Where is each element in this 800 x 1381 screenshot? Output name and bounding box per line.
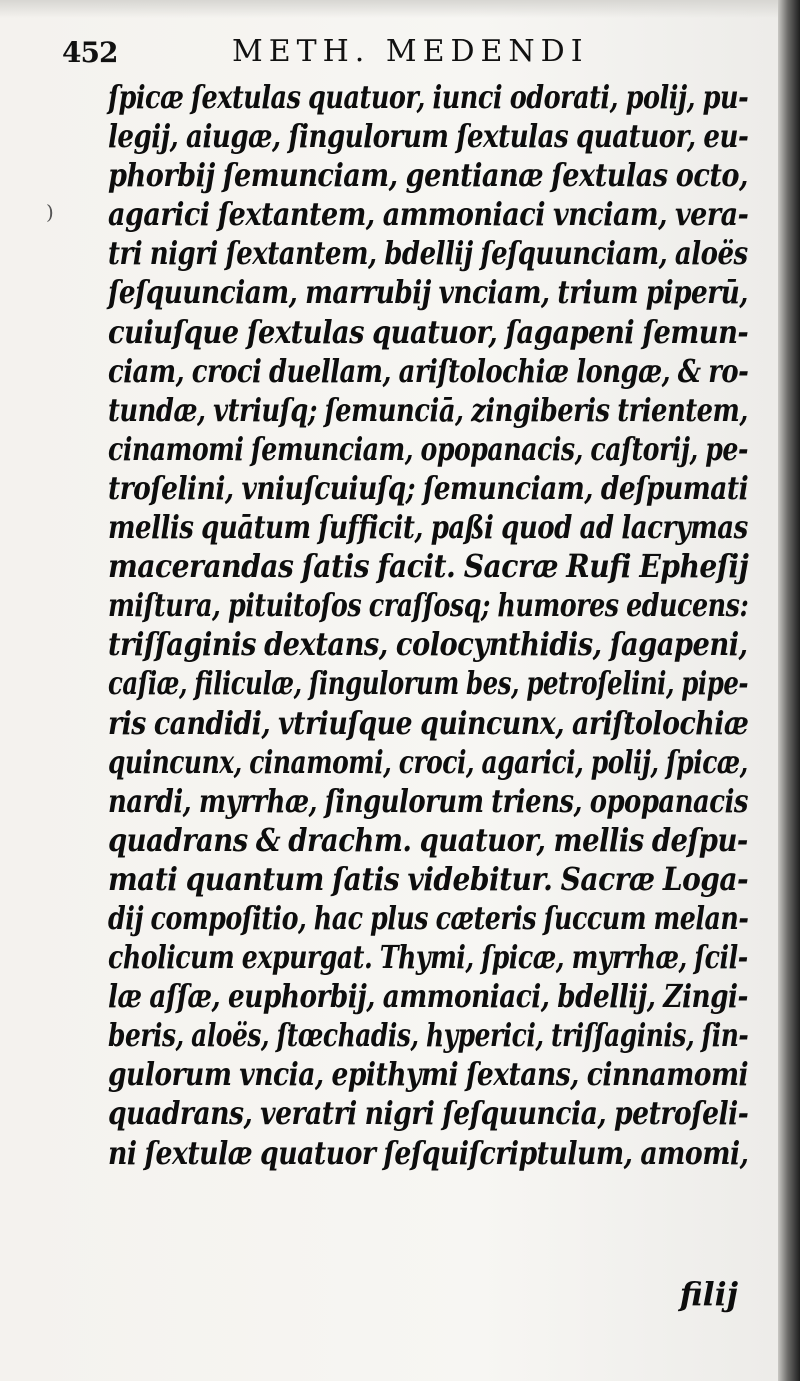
text-line: legij, aiugæ, ſingulorum ſextulas quatuor, eu- [108, 118, 749, 156]
text-line: agarici ſextantem, ammoniaci vnciam, vera- [108, 196, 749, 234]
running-head: METH. MEDENDI [232, 34, 589, 69]
text-line: læ aſſæ, euphorbij, ammoniaci, bdellij, Zingi- [108, 978, 748, 1016]
text-line: cholicum expurgat. Thymi, ſpicæ, myrrhæ, ſcil- [108, 939, 748, 977]
text-line: ſpicæ ſextulas quatuor, iunci odorati, polij, pu- [108, 79, 749, 116]
text-line: tundæ, vtriuſq; ſemunciā, zingiberis trientem, [108, 391, 748, 429]
text-line: miſtura, pituitoſos craſſosq; humores educens: [108, 587, 749, 625]
text-line: quincunx, cinamomi, croci, agarici, polij, ſpicæ, [108, 743, 748, 781]
text-line: mati quantum ſatis videbitur. Sacræ Loga- [108, 860, 749, 898]
text-line: triſſaginis dextans, colocynthidis, ſagapeni, [108, 626, 748, 664]
text-line: quadrans, veratri nigri ſeſquuncia, petroſeli- [108, 1095, 749, 1133]
text-line: ris candidi, vtriuſque quincunx, ariſtolochiæ [108, 704, 749, 742]
catchword: filij [679, 1276, 738, 1313]
text-line: ni ſextulæ quatuor ſeſquiſcriptulum, amomi, [108, 1134, 749, 1172]
text-line: mellis quātum ſufficit, paßi quod ad lacrymas [108, 509, 748, 547]
page-header [62, 30, 742, 70]
text-line: nardi, myrrhæ, ſingulorum triens, opopanacis [108, 782, 749, 820]
text-line: phorbij ſemunciam, gentianæ ſextulas octo, [108, 157, 748, 195]
body-text [108, 78, 748, 1173]
page-number: 452 [62, 36, 118, 69]
text-line: cuiuſque ſextulas quatuor, ſagapeni ſemun- [108, 313, 749, 351]
text-line: caſiæ, filiculæ, ſingulorum bes, petroſelini, pipe- [108, 665, 749, 703]
text-line: ſeſquunciam, marrubij vnciam, trium piperū, [108, 274, 748, 312]
text-line: tri nigri ſextantem, bdellij ſeſquunciam, aloës [108, 235, 748, 273]
page-top-shadow [0, 0, 800, 18]
book-spine-shadow [778, 0, 800, 1381]
margin-mark: ) [46, 200, 54, 224]
text-line: cinamomi ſemunciam, opopanacis, caſtorij, pe- [108, 430, 748, 468]
text-line: troſelini, vniuſcuiuſq; ſemunciam, deſpumati [108, 469, 749, 507]
text-line: gulorum vncia, epithymi ſextans, cinnamomi [108, 1056, 749, 1094]
text-line: beris, aloës, ſtœchadis, hyperici, triſſaginis, ſin- [108, 1017, 749, 1055]
text-line: quadrans & drachm. quatuor, mellis deſpu- [108, 821, 748, 859]
text-line: macerandas ſatis facit. Sacræ Rufi Epheſij [108, 548, 749, 586]
text-line: dij compoſitio, hac plus cæteris ſuccum melan- [108, 899, 749, 937]
text-line: ciam, croci duellam, ariſtolochiæ longæ, & ro- [108, 352, 749, 390]
